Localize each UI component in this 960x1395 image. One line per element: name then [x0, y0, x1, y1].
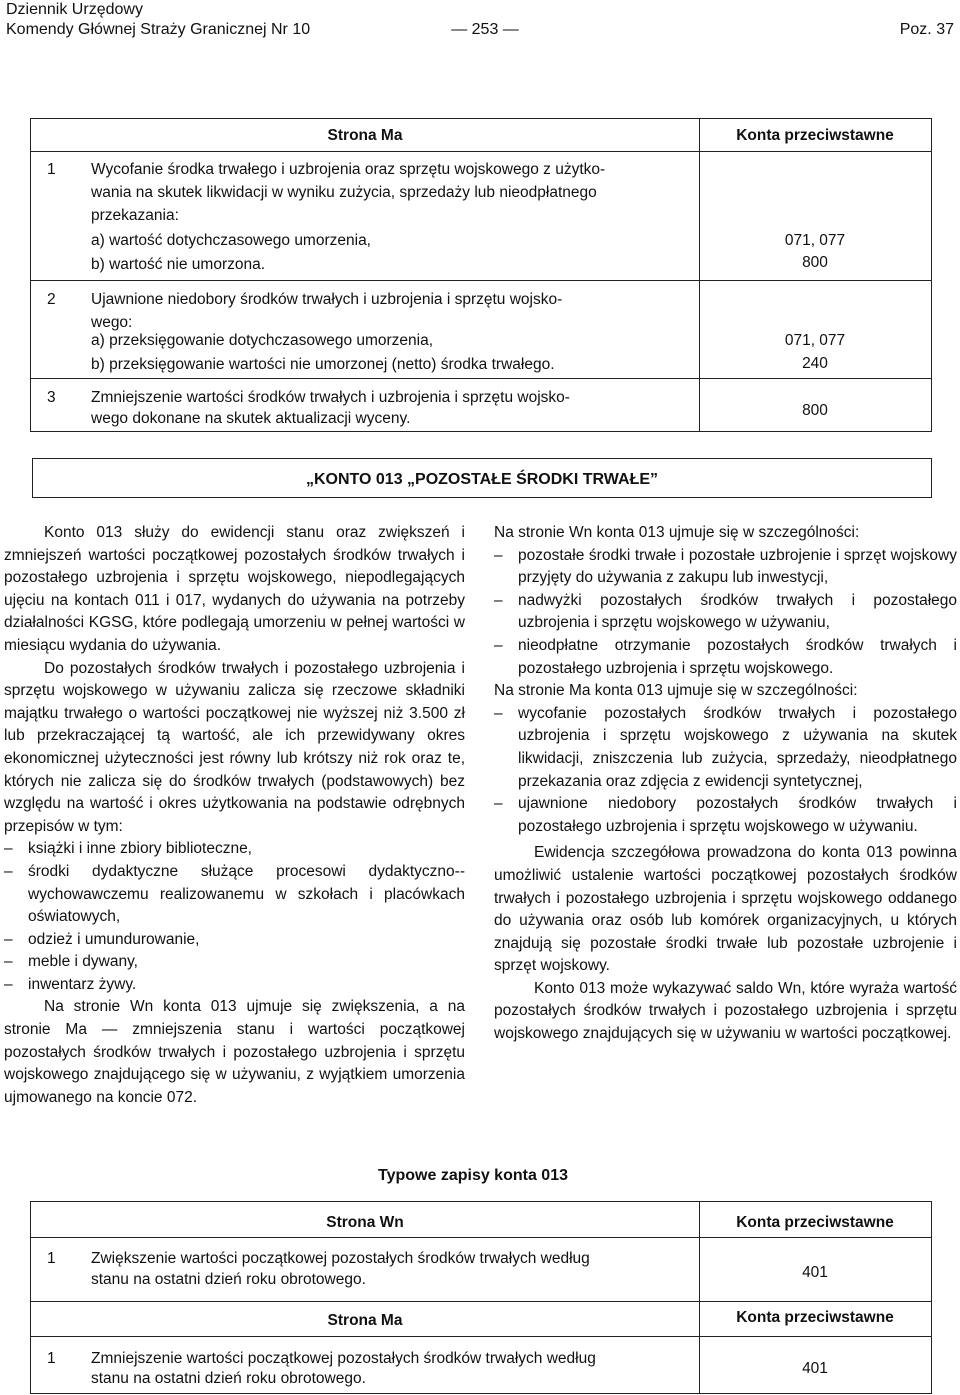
- row-subitem: a) przeksięgowanie dotychczasowego umorzenia,: [91, 332, 434, 349]
- header-divider: [31, 1237, 931, 1238]
- row-text: przekazania:: [91, 207, 179, 224]
- list-item: – środki dydaktyczne służące procesowi dydaktyczno--wychowawczemu realizowanemu w szkołach i placówkach oświatowych,: [4, 861, 465, 929]
- row-text: Wycofanie środka trwałego i uzbrojenia oraz sprzętu wojskowego z użytko-: [91, 161, 606, 178]
- section-title: „KONTO 013 „POZOSTAŁE ŚRODKI TRWAŁE”: [305, 471, 659, 488]
- table-caption: Typowe zapisy konta 013: [378, 1167, 568, 1184]
- header-strona-ma: Strona Ma: [327, 127, 403, 144]
- list-item: – wycofanie pozostałych środków trwałych i pozostałego uzbrojenia i sprzętu wojskowego z używania na skutek likwidacji, zniszczenia lub zużycia, sprzedaży, nieodpłatnego przekazania oraz zdjęcia z ewidencji syntetycznej,: [494, 703, 957, 793]
- header-strona-wn: Strona Wn: [326, 1214, 404, 1231]
- journal-title: Dziennik Urzędowy: [6, 1, 143, 18]
- journal-subtitle: Komendy Głównej Straży Granicznej Nr 10: [6, 21, 311, 38]
- account-cell: 240: [802, 355, 828, 372]
- row-text: stanu na ostatni dzień roku obrotowego.: [91, 1370, 366, 1387]
- list-item: – nadwyżki pozostałych środków trwałych i pozostałego uzbrojenia i sprzętu wojskowego w używaniu,: [494, 590, 957, 635]
- row-divider: [31, 378, 931, 379]
- row-text: Ujawnione niedobory środków trwałych i uzbrojenia i sprzętu wojsko-: [91, 291, 563, 308]
- account-cell: 071, 077: [784, 232, 846, 249]
- right-column: [494, 522, 957, 1046]
- row-text: Zwiększenie wartości początkowej pozostałych środków trwałych według: [91, 1250, 590, 1267]
- header-konta-przeciwstawne: Konta przeciwstawne: [736, 1214, 894, 1231]
- account-cell: 401: [802, 1264, 828, 1281]
- paragraph: Na stronie Wn konta 013 ujmuje się zwiększenia, a na stronie Ma — zmniejszenia stanu i wartości początkowej pozostałych środków trwałych i pozostałego uzbrojenia i sprzętu wojskowego znajdującego się w używaniu, z wyjątkiem umorzenia ujmowanego na koncie 072.: [4, 998, 465, 1106]
- account-cell: 800: [802, 254, 828, 271]
- list-item: – meble i dywany,: [4, 951, 465, 974]
- paragraph: Ewidencja szczegółowa prowadzona do konta 013 powinna umożliwić ustalenie wartości początkowej pozostałych środków trwałych i pozostałego uzbrojenia i sprzętu wojskowego oddanego do używania oraz osób lub komórek organizacyjnych, u których znajdują się pozostałe środki trwałe lub pozostałe uzbrojenie i sprzęt wojskowy.: [494, 844, 957, 975]
- paragraph: Do pozostałych środków trwałych i pozostałego uzbrojenia i sprzętu wojskowego w używaniu zalicza się rzeczowe składniki majątku trwałego o wartości początkowej nie wyższej niż 3.500 zł lub przekraczającej tą wartość, ale ich przewidywany okres ekonomicznej użyteczności jest równy lub krótszy niż rok oraz te, których nie zalicza się do środków trwałych (podstawowych) bez względu na wartość i okres użytkowania na podstawie odrębnych przepisów w tym:: [4, 659, 465, 835]
- row-number: 2: [47, 291, 56, 308]
- row-number: 3: [47, 389, 56, 406]
- list-item: – odzież i umundurowanie,: [4, 929, 465, 952]
- header-strona-ma: Strona Ma: [327, 1312, 403, 1329]
- row-subitem: a) wartość dotychczasowego umorzenia,: [91, 232, 371, 249]
- row-divider: [31, 280, 931, 281]
- account-cell: 401: [802, 1360, 828, 1377]
- ma-entries-table: [30, 118, 932, 432]
- section-title-box: [32, 458, 932, 498]
- left-column: [4, 522, 465, 1109]
- list-item: – książki i inne zbiory biblioteczne,: [4, 838, 465, 861]
- row-text: wania na skutek likwidacji w wyniku zużycia, sprzedaży lub nieodpłatnego: [91, 184, 597, 201]
- typical-entries-table: [30, 1201, 932, 1394]
- list-item: – pozostałe środki trwałe i pozostałe uzbrojenie i sprzęt wojskowy przyjęty do używania z zakupu lub inwestycji,: [494, 545, 957, 590]
- account-cell: 071, 077: [784, 332, 846, 349]
- position-number: Poz. 37: [899, 21, 954, 38]
- row-text: stanu na ostatni dzień roku obrotowego.: [91, 1271, 366, 1288]
- page-number: — 253 —: [451, 21, 519, 38]
- row-subitem: b) przeksięgowanie wartości nie umorzonej (netto) środka trwałego.: [91, 356, 555, 373]
- list-item: – nieodpłatne otrzymanie pozostałych środków trwałych i pozostałego uzbrojenia i sprzętu wojskowego.: [494, 635, 957, 680]
- header-konta-przeciwstawne: Konta przeciwstawne: [736, 1309, 894, 1326]
- list-item: – ujawnione niedobory pozostałych środków trwałych i pozostałego uzbrojenia i sprzętu wojskowego w używaniu.: [494, 793, 957, 838]
- paragraph: Konto 013 może wykazywać saldo Wn, które wyraża wartość pozostałych środków trwałych i pozostałego uzbrojenia i sprzętu wojskowego znajdujących się w używaniu w wartości początkowej.: [494, 979, 957, 1043]
- row-divider: [31, 1301, 931, 1302]
- row-number: 1: [47, 1250, 56, 1267]
- header-divider: [31, 1336, 931, 1337]
- row-number: 1: [47, 161, 56, 178]
- row-number: 1: [47, 1350, 56, 1367]
- row-text: Zmniejszenie wartości początkowej pozostałych środków trwałych według: [91, 1350, 596, 1367]
- paragraph: Konto 013 służy do ewidencji stanu oraz zwiększeń i zmniejszeń wartości początkowej pozostałych środków trwałych i pozostałego uzbrojenia i sprzętu wojskowego, niepodlegających ujęciu na kontach 011 i 017, wydanych do używania na potrzeby działalności KGSG, które podlegają umorzeniu w pełnej wartości w miesiącu wydania do używania.: [4, 524, 465, 654]
- row-text: wego:: [91, 314, 133, 331]
- row-subitem: b) wartość nie umorzona.: [91, 256, 266, 273]
- list-item: – inwentarz żywy.: [4, 974, 465, 997]
- row-text: Zmniejszenie wartości środków trwałych i uzbrojenia i sprzętu wojsko-: [91, 389, 570, 406]
- header-konta-przeciwstawne: Konta przeciwstawne: [736, 127, 894, 144]
- row-text: wego dokonane na skutek aktualizacji wyceny.: [91, 410, 411, 427]
- ma-intro: Na stronie Ma konta 013 ujmuje się w szczególności:: [494, 682, 858, 700]
- account-cell: 800: [802, 402, 828, 419]
- wn-intro: Na stronie Wn konta 013 ujmuje się w szczególności:: [494, 524, 860, 541]
- column-divider: [699, 119, 700, 431]
- header-divider: [31, 151, 931, 152]
